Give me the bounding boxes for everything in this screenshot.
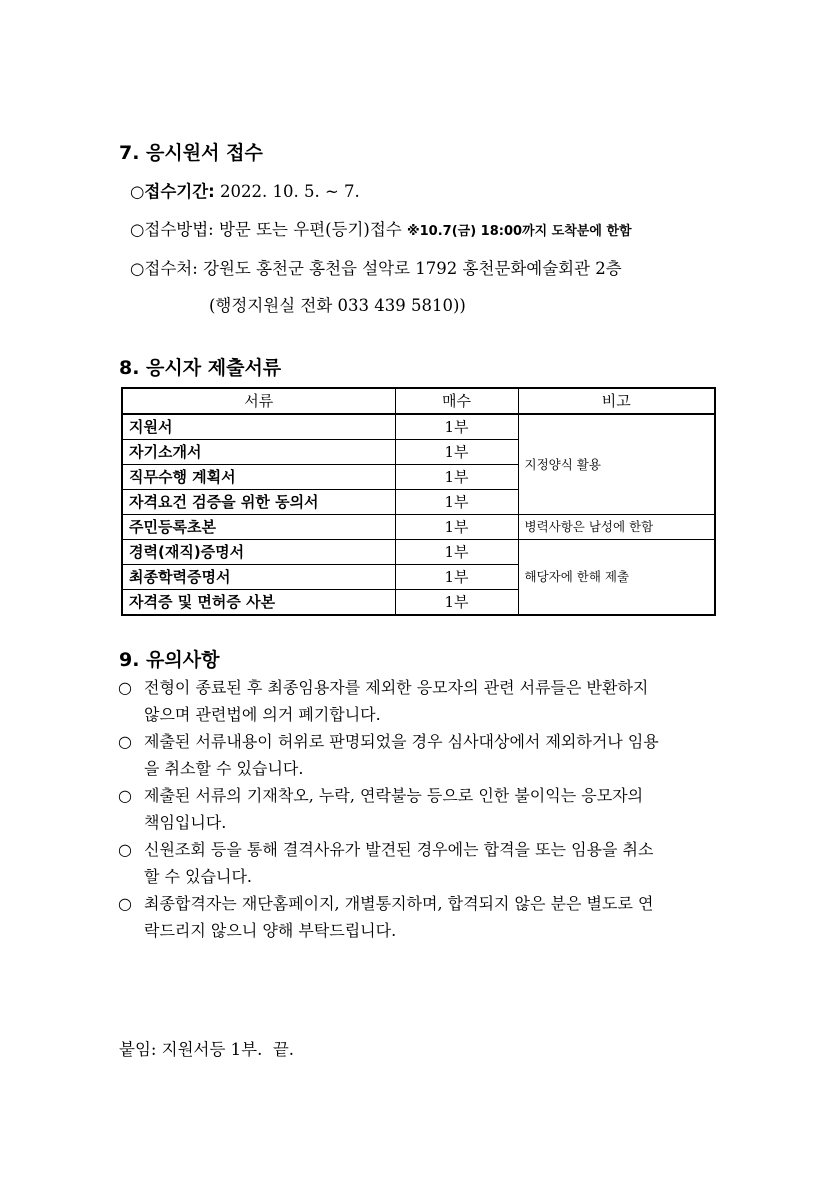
receipt-place-value: 강원도 홍천군 홍천읍 설악로 1792 홍천문화예술회관 2층 (203, 259, 622, 278)
document-name: 자격요건 검증을 위한 동의서 (122, 490, 395, 515)
receipt-method-value: 방문 또는 우편(등기)접수 (218, 220, 402, 239)
document-name: 자기소개서 (122, 440, 395, 465)
notice-item (118, 890, 718, 917)
receipt-place-label: ○접수처: (130, 259, 198, 278)
section-7-title: 7. 응시원서 접수 (119, 142, 263, 164)
notice-text: 제출된 서류의 기재착오, 누락, 연락불능 등으로 인한 불이익는 응모자의 (144, 786, 644, 805)
document-count: 1부 (395, 414, 518, 440)
notice-text: 전형이 종료된 후 최종임용자를 제외한 응모자의 관련 서류들은 반환하지 (144, 678, 649, 697)
header-remark: 비고 (518, 388, 715, 414)
document-name: 최종학력증명서 (122, 565, 395, 590)
notice-text: 최종합격자는 재단홈페이지, 개별통지하며, 합격되지 않은 분은 별도로 연 (144, 894, 654, 913)
table-row (122, 414, 715, 440)
header-count: 매수 (395, 388, 518, 414)
notice-text-cont: 책임입니다. (144, 813, 227, 832)
notice-text-cont: 을 취소할 수 있습니다. (144, 759, 304, 778)
document-name: 경력(재직)증명서 (122, 540, 395, 565)
notice-text: 신원조회 등을 통해 결격사유가 발견된 경우에는 합격을 또는 임용을 취소 (144, 840, 654, 859)
notice-text-cont: 락드리지 않으니 양해 부탁드립니다. (144, 921, 397, 940)
notice-item (118, 728, 718, 755)
receipt-method-note: ※10.7(금) 18:00까지 도착분에 한함 (406, 224, 632, 239)
receipt-period-label: ○접수기간: (130, 182, 215, 201)
document-name: 자격증 및 면허증 사본 (122, 590, 395, 616)
receipt-period (130, 178, 360, 202)
notice-item (118, 782, 718, 809)
header-document: 서류 (122, 388, 395, 414)
notice-text-cont: 않으며 관련법에 의거 폐기합니다. (144, 705, 381, 724)
section-9-title: 9. 유의사항 (119, 649, 220, 671)
circle-bullet-icon: ○ (118, 678, 132, 697)
table-header-row (122, 388, 715, 414)
document-count: 1부 (395, 440, 518, 465)
table-row (122, 515, 715, 540)
attachment-line: 붙임: 지원서등 1부. 끝. (119, 1040, 295, 1059)
notice-item (118, 674, 718, 701)
notice-text: 제출된 서류내용이 허위로 판명되었을 경우 심사대상에서 제외하거나 임용 (144, 732, 659, 751)
circle-bullet-icon: ○ (118, 732, 132, 751)
circle-bullet-icon: ○ (118, 894, 132, 913)
remark-form: 지정양식 활용 (518, 414, 715, 515)
document-count: 1부 (395, 465, 518, 490)
notice-list (118, 674, 718, 944)
notice-item (118, 836, 718, 863)
section-8-title: 8. 응시자 제출서류 (119, 357, 282, 379)
document-name: 지원서 (122, 414, 395, 440)
table-row (122, 540, 715, 565)
document-name: 주민등록초본 (122, 515, 395, 540)
document-count: 1부 (395, 590, 518, 616)
receipt-method (130, 216, 632, 240)
receipt-place (130, 255, 622, 279)
document-count: 1부 (395, 540, 518, 565)
remark-military: 병력사항은 남성에 한함 (518, 515, 715, 540)
remark-applicable: 해당자에 한해 제출 (518, 540, 715, 616)
receipt-period-value: 2022. 10. 5. ~ 7. (220, 182, 360, 201)
receipt-method-label: ○접수방법: (130, 220, 214, 239)
document-count: 1부 (395, 490, 518, 515)
circle-bullet-icon: ○ (118, 840, 132, 859)
notice-text-cont: 할 수 있습니다. (144, 867, 252, 886)
circle-bullet-icon: ○ (118, 786, 132, 805)
document-name: 직무수행 계획서 (122, 465, 395, 490)
document-count: 1부 (395, 565, 518, 590)
documents-table (121, 387, 716, 616)
document-count: 1부 (395, 515, 518, 540)
receipt-place-contact: (행정지원실 전화 033 439 5810)) (209, 296, 466, 315)
